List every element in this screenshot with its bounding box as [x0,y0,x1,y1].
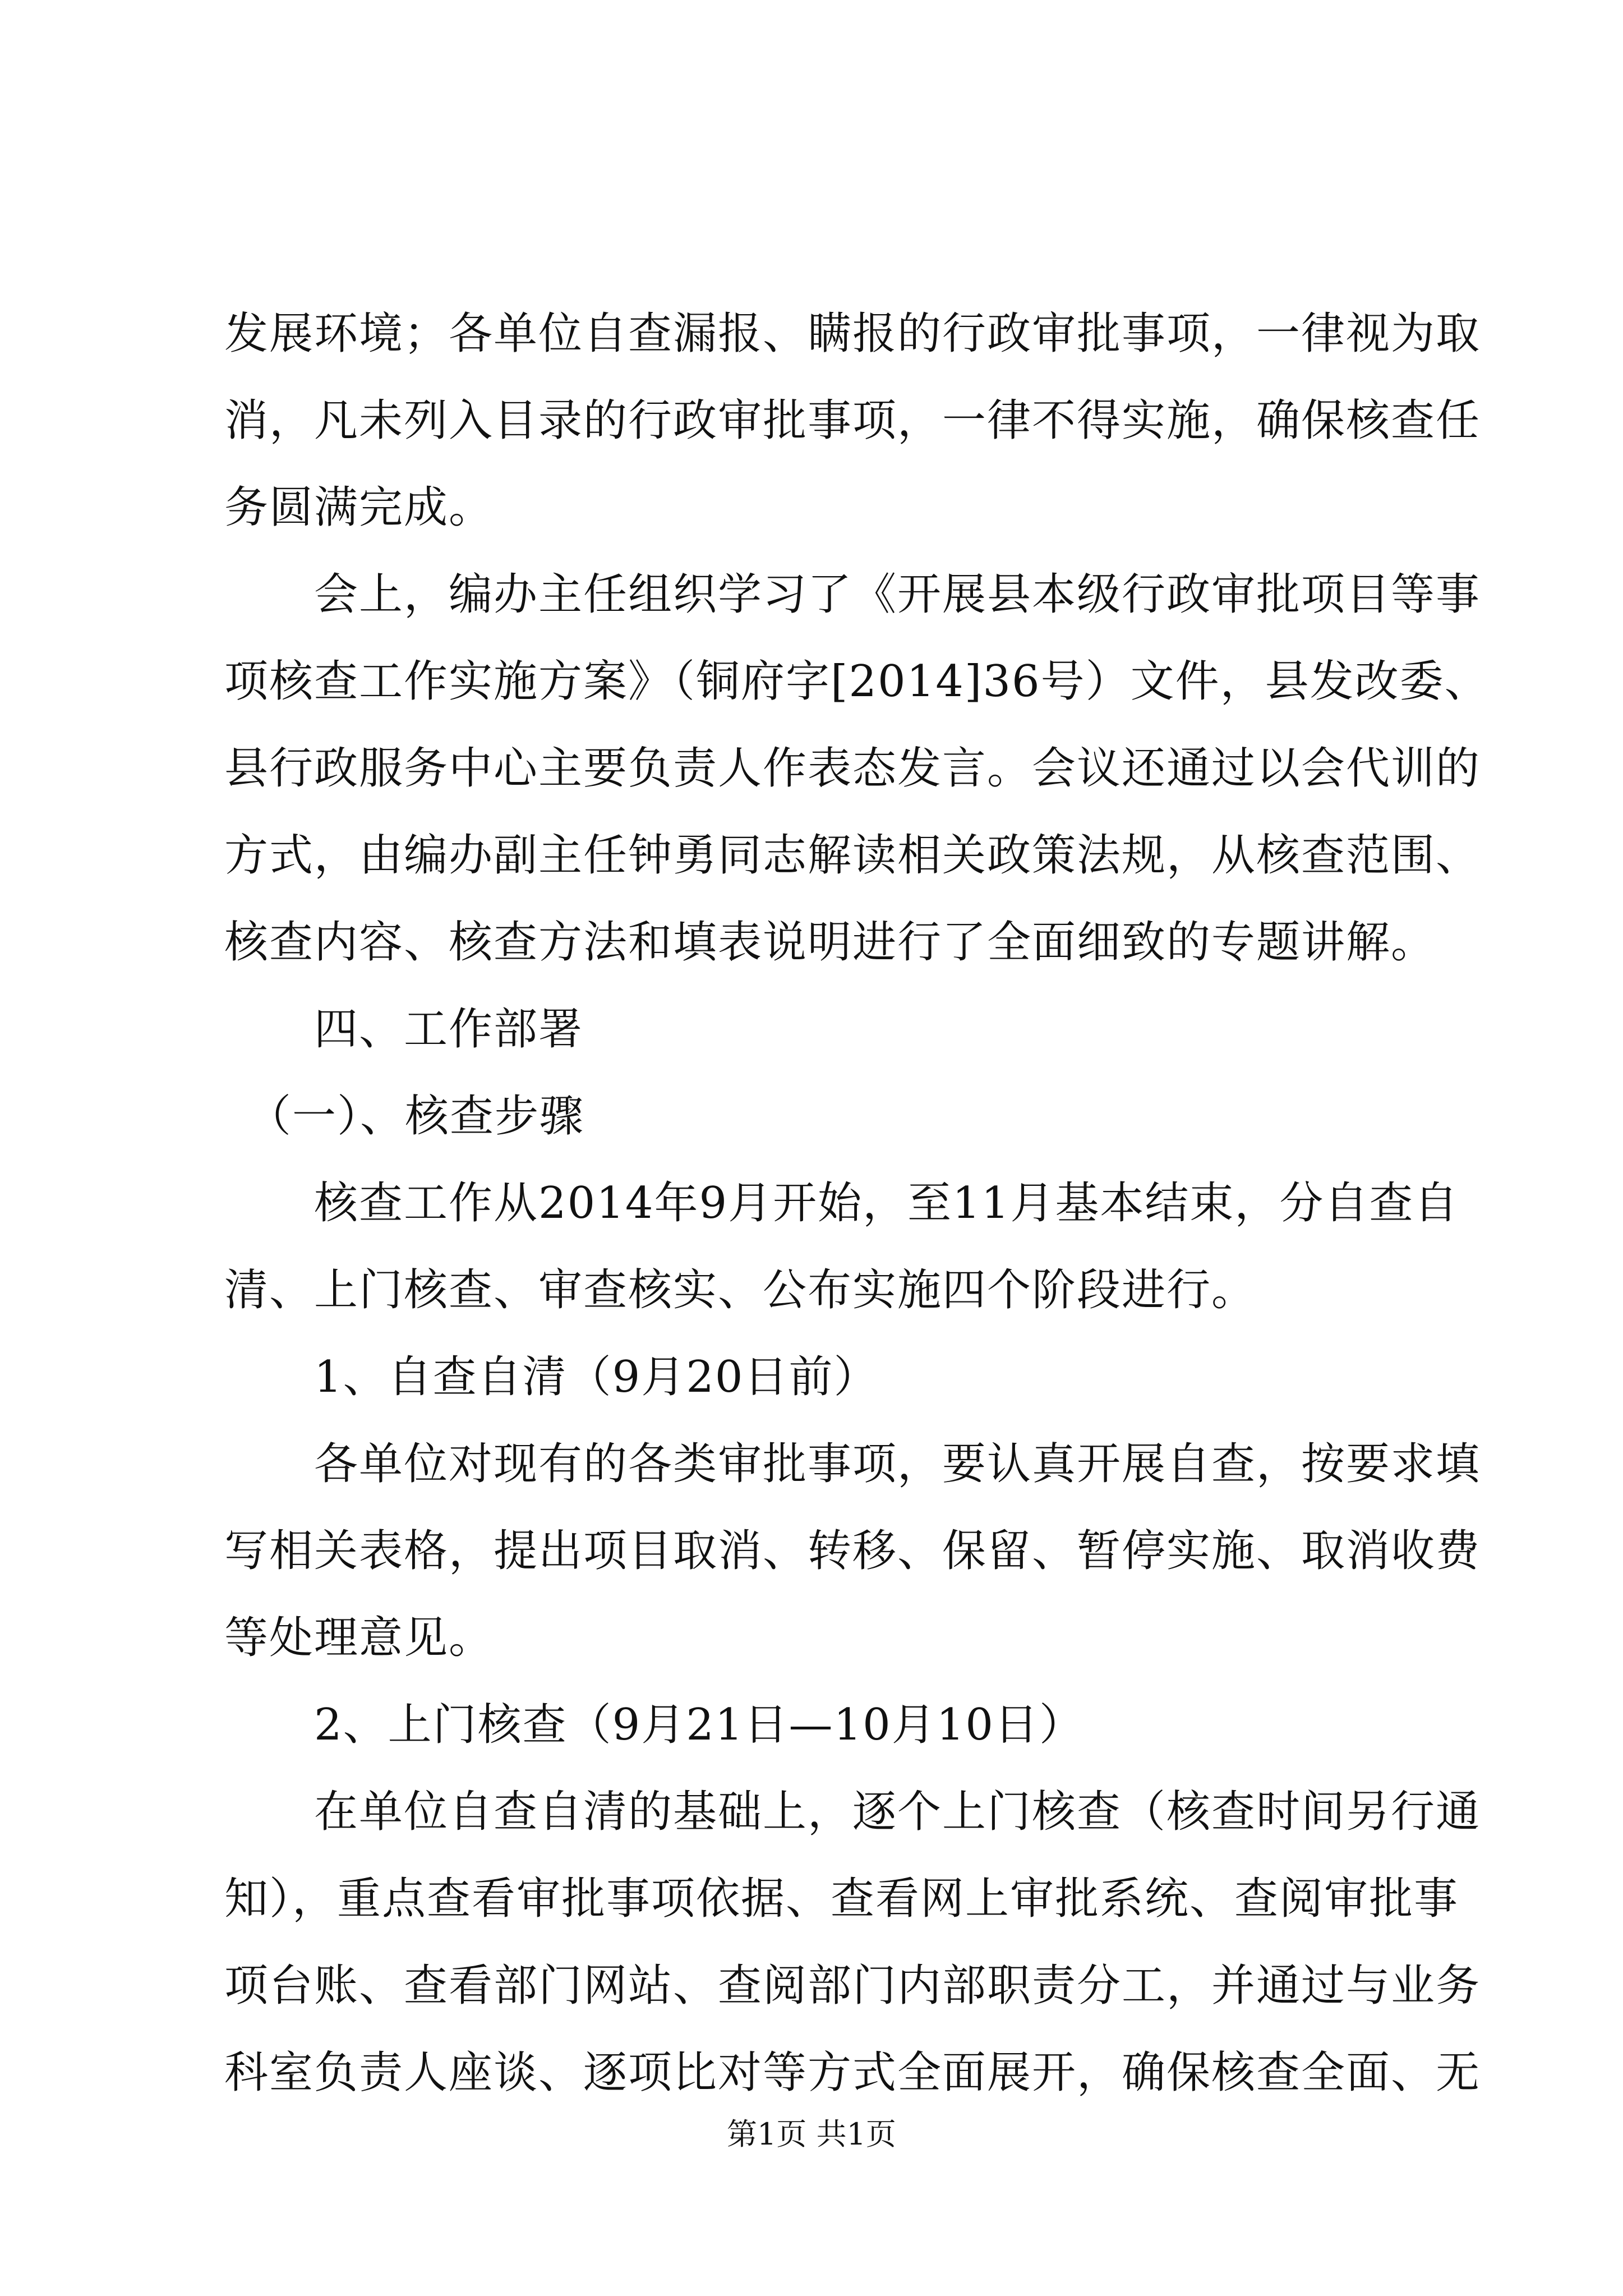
body-text-line: 核查内容、核查方法和填表说明进行了全面细致的专题讲解。 [224,917,1436,968]
body-text-line: 方式，由编办副主任钟勇同志解读相关政策法规，从核查范围、 [224,830,1481,881]
section-heading: 四、工作部署 [224,1004,584,1055]
body-text-line: 务圆满完成。 [224,482,494,533]
page-footer: 第1页 共1页 [727,2116,896,2152]
body-text-line: 消，凡未列入目录的行政审批事项，一律不得实施，确保核查任 [224,395,1481,446]
body-text-line: 核查工作从2014年9月开始，至11月基本结束，分自查自 [224,1178,1459,1228]
body-text-line: 写相关表格，提出项目取消、转移、保留、暂停实施、取消收费 [224,1526,1481,1576]
body-text-line: 项台账、查看部门网站、查阅部门内部职责分工，并通过与业务 [224,1961,1481,2011]
body-text-line: 会上，编办主任组织学习了《开展县本级行政审批项目等事 [224,569,1481,620]
body-text-line: 各单位对现有的各类审批事项，要认真开展自查，按要求填 [224,1439,1481,1489]
subsection-heading: （一）、核查步骤 [224,1091,585,1142]
body-text-line: 项核查工作实施方案》（铜府字[2014]36号）文件，县发改委、 [224,656,1490,707]
step-heading: 1、自查自清（9月20日前） [224,1352,879,1402]
step-heading: 2、上门核查（9月21日—10月10日） [224,1700,1085,1750]
body-text-line: 县行政服务中心主要负责人作表态发言。会议还通过以会代训的 [224,743,1481,794]
body-text-line: 清、上门核查、审查核实、公布实施四个阶段进行。 [224,1265,1257,1315]
body-text-line: 知），重点查看审批事项依据、查看网上审批系统、查阅审批事 [224,1874,1459,1924]
body-text-line: 等处理意见。 [224,1613,494,1663]
body-text-line: 在单位自查自清的基础上，逐个上门核查（核查时间另行通 [224,1787,1481,1837]
body-text-line: 发展环境；各单位自查漏报、瞒报的行政审批事项，一律视为取 [224,309,1481,359]
body-text-line: 科室负责人座谈、逐项比对等方式全面展开，确保核查全面、无 [224,2047,1481,2098]
